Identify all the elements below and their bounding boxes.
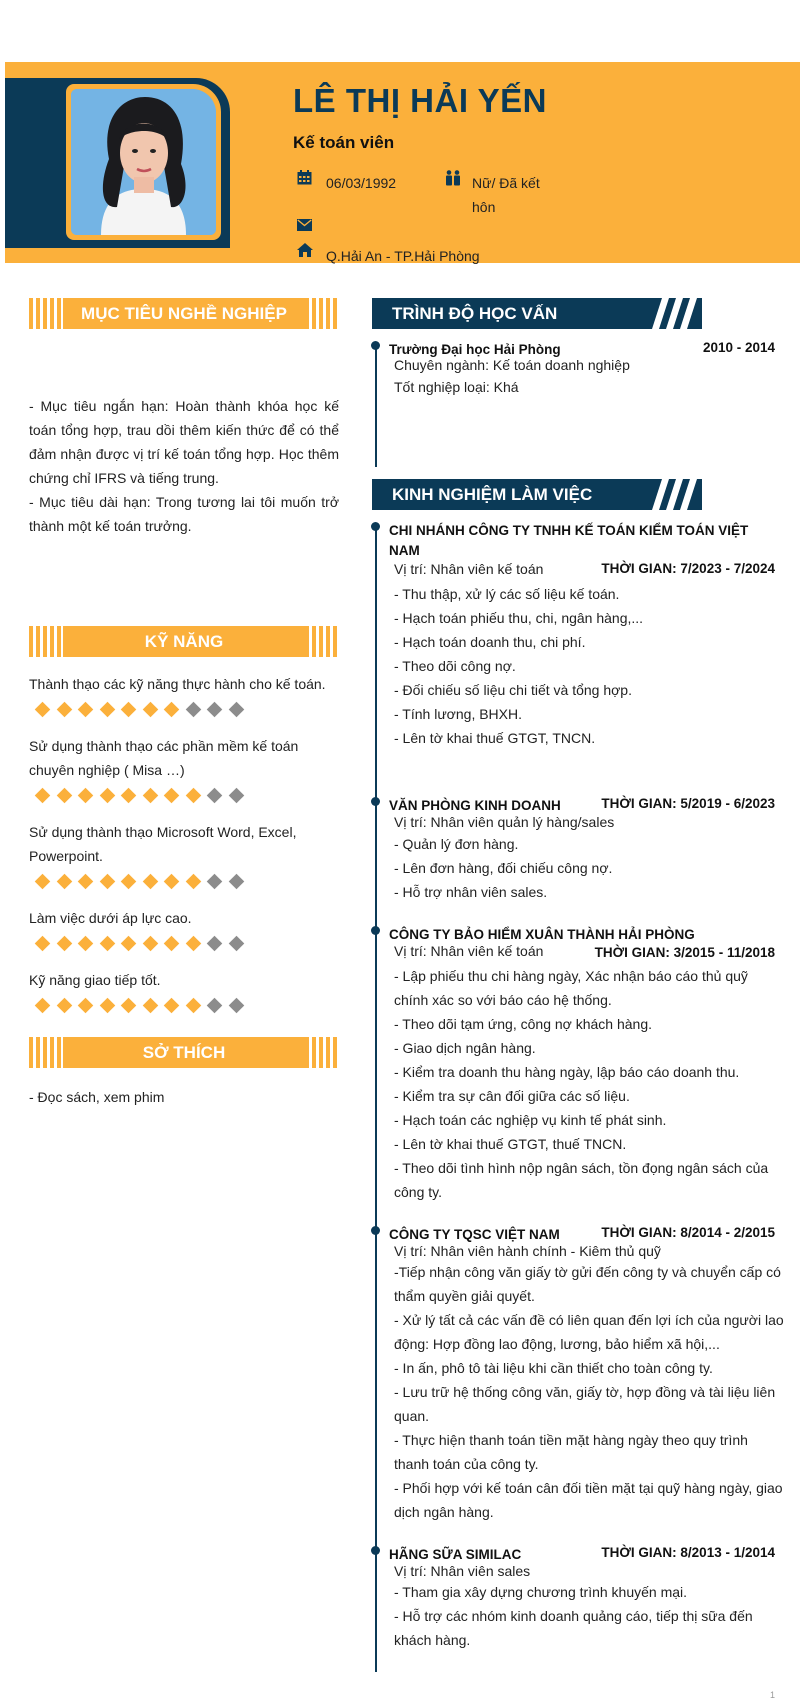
rating-diamond-filled [164, 998, 180, 1014]
job-company: CÔNG TY BẢO HIỂM XUÂN THÀNH HẢI PHÒNG [389, 927, 695, 942]
job-duty: - Hỗ trợ nhân viên sales. [394, 884, 548, 900]
job-company: CÔNG TY TQSC VIỆT NAM [389, 1227, 560, 1242]
skill-label: Sử dụng thành thạo các phần mềm kế toán chuyên nghiệp ( Misa …) [29, 738, 299, 778]
people-icon [445, 170, 461, 190]
rating-diamond-filled [35, 788, 51, 804]
education-years: 2010 - 2014 [702, 340, 775, 355]
rating-diamond-filled [78, 702, 94, 718]
job-duties [394, 832, 784, 904]
rating-diamond-filled [164, 936, 180, 952]
hobbies-title: SỞ THÍCH [142, 1043, 226, 1062]
job-duty: - In ấn, phô tô tài liệu khi cần thiết cho toàn công ty. [394, 1360, 713, 1376]
job-duty: - Hạch toán doanh thu, chi phí. [394, 634, 586, 650]
rating-diamond-empty [228, 788, 244, 804]
skill-item [29, 968, 329, 1012]
objective-section-header [29, 298, 339, 329]
job-position: Vị trí: Nhân viên hành chính - Kiêm thủ quỹ [394, 1243, 661, 1259]
objective-long-term: - Mục tiêu dài hạn: Trong tương lai tôi muốn trở thành một kế toán trưởng. [29, 494, 339, 534]
skill-label: Làm việc dưới áp lực cao. [29, 910, 192, 926]
job-duty: - Quản lý đơn hàng. [394, 836, 519, 852]
rating-diamond-empty [207, 936, 223, 952]
skill-item [29, 672, 329, 716]
timeline-dot [371, 1546, 380, 1555]
skill-label: Sử dụng thành thạo Microsoft Word, Excel, Powerpoint. [29, 824, 297, 864]
job-time: THỜI GIAN: 5/2019 - 6/2023 [601, 796, 775, 811]
rating-diamond-empty [228, 702, 244, 718]
job-duty: - Thu thập, xử lý các số liệu kế toán. [394, 586, 620, 602]
rating-diamond-filled [185, 874, 201, 890]
page-number: 1 [770, 1690, 776, 1700]
rating-diamond-empty [207, 874, 223, 890]
education-grade: Tốt nghiệp loại: Khá [394, 379, 519, 395]
job-position: Vị trí: Nhân viên kế toán [394, 943, 544, 959]
job-company: HÃNG SỮA SIMILAC [389, 1547, 522, 1562]
education-major: Chuyên ngành: Kế toán doanh nghiệp [394, 357, 630, 373]
skill-item [29, 734, 329, 802]
rating-diamond-filled [121, 936, 137, 952]
job-duty: - Hạch toán các nghiệp vụ kinh tế phát sinh. [394, 1112, 667, 1128]
rating-diamond-filled [142, 788, 158, 804]
objective-title: MỤC TIÊU NGHỀ NGHIỆP [81, 304, 287, 323]
education-title: TRÌNH ĐỘ HỌC VẤN [392, 304, 558, 323]
rating-diamond-filled [185, 788, 201, 804]
rating-diamond-filled [99, 702, 115, 718]
job-duty: - Lên tờ khai thuế GTGT, TNCN. [394, 730, 596, 746]
skill-label: Thành thạo các kỹ năng thực hành cho kế toán. [29, 676, 326, 692]
job-duty: -Tiếp nhận công văn giấy tờ gửi đến công ty và chuyển cấp có thẩm quyền giải quyết. [394, 1264, 781, 1304]
rating-diamond-filled [99, 788, 115, 804]
rating-diamond-filled [78, 998, 94, 1014]
education-timeline [375, 345, 377, 467]
rating-diamond-filled [99, 936, 115, 952]
experience-title: KINH NGHIỆM LÀM VIỆC [392, 485, 593, 504]
rating-diamond-filled [78, 874, 94, 890]
job-duties [394, 1260, 784, 1524]
rating-diamond-filled [142, 936, 158, 952]
job-duty: - Lên tờ khai thuế GTGT, thuế TNCN. [394, 1136, 627, 1152]
calendar-icon [297, 170, 312, 189]
job-time: THỜI GIAN: 3/2015 - 11/2018 [594, 945, 775, 960]
job-title: Kế toán viên [293, 133, 395, 152]
stripe-decoration [642, 298, 702, 329]
education-section-header [372, 298, 702, 329]
address-value: Q.Hải An - TP.Hải Phòng [326, 248, 480, 264]
rating-diamond-filled [56, 874, 72, 890]
job-duty: - Kiểm tra sự cân đối giữa các số liệu. [394, 1088, 630, 1104]
job-time: THỜI GIAN: 8/2014 - 2/2015 [601, 1225, 775, 1240]
job-duty: - Tham gia xây dựng chương trình khuyến mại. [394, 1584, 688, 1600]
skill-rating [37, 936, 329, 950]
rating-diamond-filled [78, 936, 94, 952]
skill-rating [37, 702, 329, 716]
gender-value: Nữ/ Đã kết hôn [472, 175, 540, 215]
experience-section-header [372, 479, 702, 510]
job-duties [394, 1580, 784, 1652]
job-time: THỜI GIAN: 7/2023 - 7/2024 [601, 561, 775, 576]
objective-short-term: - Mục tiêu ngắn hạn: Hoàn thành khóa học kế toán tổng hợp, trau dồi thêm kiến thức để có thể đảm nhận được vị trí kế toán tổng hợp. Học thêm chứng chỉ IFRS và tiếng trung. [29, 398, 339, 486]
job-duty: - Đối chiếu số liệu chi tiết và tổng hợp. [394, 682, 632, 698]
job-duty: - Kiểm tra doanh thu hàng ngày, lập báo cáo doanh thu. [394, 1064, 740, 1080]
skill-rating [37, 998, 329, 1012]
rating-diamond-filled [142, 702, 158, 718]
rating-diamond-empty [207, 702, 223, 718]
rating-diamond-filled [78, 788, 94, 804]
person-name: LÊ THỊ HẢI YẾN [293, 82, 547, 119]
rating-diamond-filled [142, 874, 158, 890]
skill-item [29, 820, 329, 888]
envelope-icon [297, 218, 312, 235]
job-position: Vị trí: Nhân viên kế toán [394, 561, 544, 577]
job-duty: - Hỗ trợ các nhóm kinh doanh quảng cáo, tiếp thị sữa đến khách hàng. [394, 1608, 753, 1648]
rating-diamond-empty [207, 788, 223, 804]
rating-diamond-filled [142, 998, 158, 1014]
skill-item [29, 906, 329, 950]
job-company: VĂN PHÒNG KINH DOANH [389, 798, 561, 813]
home-icon [297, 243, 313, 261]
job-position: Vị trí: Nhân viên quản lý hàng/sales [394, 814, 615, 830]
job-duties [394, 582, 784, 750]
job-duty: - Lên đơn hàng, đối chiếu công nợ. [394, 860, 613, 876]
job-duties [394, 964, 784, 1204]
job-duty: - Theo dõi tạm ứng, công nợ khách hàng. [394, 1016, 653, 1032]
job-company: CHI NHÁNH CÔNG TY TNHH KẾ TOÁN KIỂM TOÁN VIỆT NAM [389, 523, 749, 558]
rating-diamond-empty [207, 998, 223, 1014]
hobbies-section-header [29, 1037, 339, 1068]
job-duty: - Hạch toán phiếu thu, chi, ngân hàng,... [394, 610, 644, 626]
rating-diamond-filled [164, 702, 180, 718]
job-duty: - Giao dịch ngân hàng. [394, 1040, 536, 1056]
job-time: THỜI GIAN: 8/2013 - 1/2014 [601, 1545, 775, 1560]
skill-rating [37, 788, 329, 802]
stripe-decoration [642, 479, 702, 510]
rating-diamond-filled [164, 874, 180, 890]
skill-rating [37, 874, 329, 888]
rating-diamond-empty [228, 936, 244, 952]
rating-diamond-filled [56, 788, 72, 804]
rating-diamond-filled [99, 998, 115, 1014]
timeline-dot [371, 797, 380, 806]
rating-diamond-empty [228, 998, 244, 1014]
job-position: Vị trí: Nhân viên sales [394, 1563, 531, 1579]
rating-diamond-filled [121, 788, 137, 804]
job-duty: - Thực hiện thanh toán tiền mặt hàng ngày theo quy trình thanh toán của công ty. [394, 1432, 748, 1472]
rating-diamond-filled [56, 998, 72, 1014]
rating-diamond-filled [185, 998, 201, 1014]
rating-diamond-filled [56, 936, 72, 952]
rating-diamond-filled [185, 936, 201, 952]
skills-section-header [29, 626, 339, 657]
rating-diamond-empty [185, 702, 201, 718]
experience-timeline [375, 526, 377, 1672]
rating-diamond-filled [121, 998, 137, 1014]
school-name: Trường Đại học Hải Phòng [389, 342, 561, 357]
rating-diamond-filled [121, 702, 137, 718]
rating-diamond-filled [35, 702, 51, 718]
hobbies-text: - Đọc sách, xem phim [29, 1089, 165, 1105]
timeline-dot [371, 522, 380, 531]
job-duty: - Phối hợp với kế toán cân đối tiền mặt tại quỹ hàng ngày, giao dịch ngân hàng. [394, 1480, 783, 1520]
rating-diamond-filled [99, 874, 115, 890]
skill-label: Kỹ năng giao tiếp tốt. [29, 972, 161, 988]
job-duty: - Lưu trữ hệ thống công văn, giấy tờ, hợp đồng và tài liệu liên quan. [394, 1384, 776, 1424]
profile-photo [71, 89, 216, 235]
job-duty: - Xử lý tất cả các vấn đề có liên quan đến lợi ích của người lao động: Hợp đồng lao động, lương, bảo hiểm xã hội,... [394, 1312, 784, 1352]
rating-diamond-filled [121, 874, 137, 890]
rating-diamond-filled [56, 702, 72, 718]
rating-diamond-filled [35, 936, 51, 952]
job-duty: - Theo dõi tình hình nộp ngân sách, tồn đọng ngân sách của công ty. [394, 1160, 769, 1200]
timeline-dot [371, 341, 380, 350]
rating-diamond-filled [164, 788, 180, 804]
skills-title: KỸ NĂNG [144, 632, 224, 651]
job-duty: - Tính lương, BHXH. [394, 706, 523, 722]
timeline-dot [371, 926, 380, 935]
rating-diamond-filled [35, 874, 51, 890]
timeline-dot [371, 1226, 380, 1235]
rating-diamond-empty [228, 874, 244, 890]
job-duty: - Theo dõi công nợ. [394, 658, 516, 674]
rating-diamond-filled [35, 998, 51, 1014]
job-duty: - Lập phiếu thu chi hàng ngày, Xác nhận báo cáo thủ quỹ chính xác so với báo cáo hệ thống. [394, 968, 748, 1008]
birthday-value: 06/03/1992 [326, 175, 397, 191]
